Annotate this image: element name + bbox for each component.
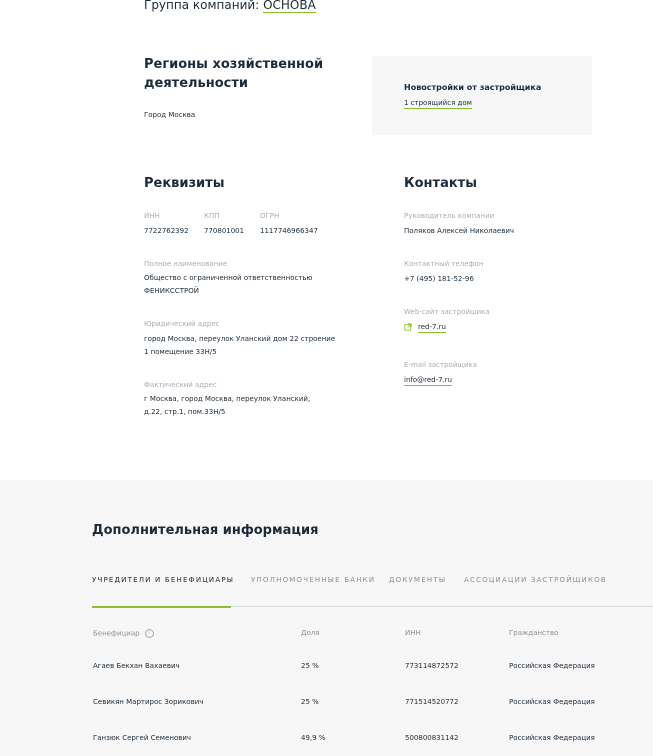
col-inn: ИНН bbox=[405, 629, 421, 637]
row-3-share: 49,9 % bbox=[301, 734, 326, 742]
contacts-title: Контакты bbox=[404, 176, 477, 191]
additional-info-panel bbox=[0, 480, 653, 756]
tab-documents[interactable]: ДОКУМЕНТЫ bbox=[389, 576, 447, 584]
regions-title: Регионы хозяйственной деятельности bbox=[144, 57, 324, 91]
additional-info-title: Дополнительная информация bbox=[92, 523, 319, 538]
actual-address-label: Фактический адрес bbox=[144, 381, 217, 389]
tab-banks[interactable]: УПОЛНОМОЧЕННЫЕ БАНКИ bbox=[251, 576, 376, 584]
kpp-value: 770801001 bbox=[204, 227, 245, 235]
external-link-icon bbox=[404, 323, 412, 331]
phone-label: Контактный телефон bbox=[404, 260, 484, 268]
row-2-citizenship: Российская Федерация bbox=[509, 698, 595, 706]
phone-value[interactable]: +7 (495) 181-52-96 bbox=[404, 275, 474, 283]
new-buildings-link[interactable]: 1 строящийся дом bbox=[404, 99, 472, 107]
row-3-inn: 500800831142 bbox=[405, 734, 459, 742]
inn-value: 7722762392 bbox=[144, 227, 189, 235]
new-buildings-panel bbox=[372, 56, 592, 135]
kpp-label: КПП bbox=[204, 212, 220, 220]
tab-associations[interactable]: АССОЦИАЦИИ ЗАСТРОЙЩИКОВ bbox=[464, 576, 607, 584]
row-2-share: 25 % bbox=[301, 698, 319, 706]
group-line bbox=[144, 0, 316, 12]
col-beneficiary-label: Бенефициар bbox=[93, 629, 140, 638]
actual-address-value: г Москва, город Москва, переулок Уланский, д.22, стр.1, пом.33Н/5 bbox=[144, 395, 311, 416]
email-row[interactable] bbox=[404, 374, 452, 387]
requisites-title: Реквизиты bbox=[144, 176, 225, 191]
new-buildings-title: Новостройки от застройщика bbox=[404, 83, 542, 92]
email-label: E-mail застройщика bbox=[404, 361, 478, 369]
ogrn-value: 1117746966347 bbox=[260, 227, 318, 235]
row-1-citizenship: Российская Федерация bbox=[509, 662, 595, 670]
row-1-inn: 773114872572 bbox=[405, 662, 459, 670]
group-link[interactable]: ОСНОВА bbox=[263, 0, 316, 12]
full-name-value: Общество с ограниченной ответственностью ФЕНИКССТРОЙ bbox=[144, 274, 313, 295]
regions-city: Город Москва bbox=[144, 111, 196, 119]
full-name-label: Полное наименование bbox=[144, 260, 228, 268]
info-icon[interactable]: i bbox=[145, 629, 154, 638]
legal-address-value: город Москва, переулок Уланский дом 22 строение 1 помещение 33Н/5 bbox=[144, 335, 336, 356]
row-3-citizenship: Российская Федерация bbox=[509, 734, 595, 742]
head-label: Руководитель компании bbox=[404, 212, 495, 220]
row-3-name: Ганзюк Сергей Семенович bbox=[93, 734, 192, 742]
row-1-name: Агаев Бекхан Вахаевич bbox=[93, 662, 180, 670]
ogrn-label: ОГРН bbox=[260, 212, 280, 220]
inn-label: ИНН bbox=[144, 212, 160, 220]
row-1-share: 25 % bbox=[301, 662, 319, 670]
website-row[interactable] bbox=[404, 321, 446, 334]
col-share: Доля bbox=[301, 629, 320, 637]
active-tab-indicator bbox=[92, 606, 231, 608]
head-value: Поляков Алексей Николаевич bbox=[404, 227, 515, 235]
col-citizenship: Гражданство bbox=[509, 629, 559, 637]
email-link[interactable]: info@red-7.ru bbox=[404, 376, 453, 384]
legal-address-label: Юридический адрес bbox=[144, 320, 220, 328]
group-prefix: Группа компаний: bbox=[144, 0, 260, 12]
row-2-name: Севикян Мартирос Зорикович bbox=[93, 698, 204, 706]
website-label: Web-сайт застройщика bbox=[404, 308, 490, 316]
col-beneficiary bbox=[93, 629, 154, 638]
website-link[interactable]: red-7.ru bbox=[418, 323, 446, 331]
tab-founders[interactable]: УЧРЕДИТЕЛИ И БЕНЕФИЦИАРЫ bbox=[92, 576, 235, 584]
row-2-inn: 771514520772 bbox=[405, 698, 459, 706]
